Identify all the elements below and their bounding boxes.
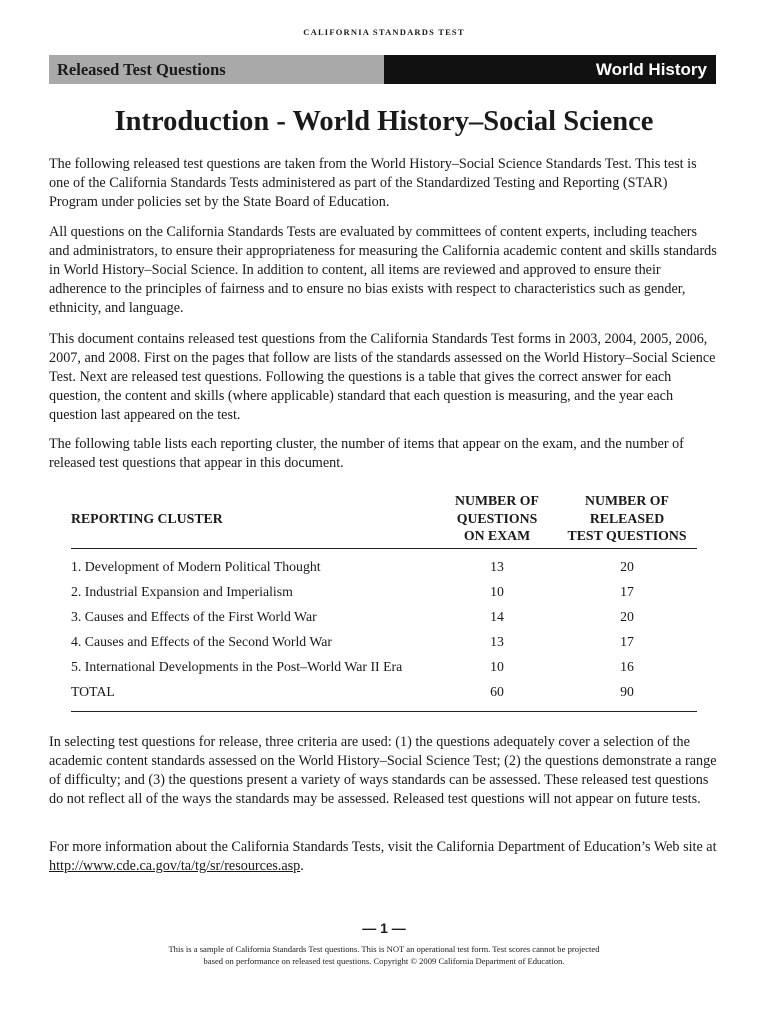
header-released-line-3: TEST QUESTIONS bbox=[567, 528, 687, 543]
header-questions-line-1: NUMBER OF bbox=[455, 493, 539, 508]
reporting-cluster-table bbox=[71, 492, 697, 712]
more-info-end: . bbox=[300, 858, 304, 874]
table-row bbox=[71, 630, 697, 655]
selection-criteria-paragraph: In selecting test questions for release, three criteria are used: (1) the questions adequately cover a selection of the academic content standards assessed on the World History–Social Science Test; (2) the questions demonstrate a range of difficulty; and (3) the questions present a variety of ways standards can be assessed. These released test questions do not reflect all of the ways the standards may be assessed. Released test questions will not appear on future tests. bbox=[49, 734, 717, 807]
header-released-line-1: NUMBER OF bbox=[585, 493, 669, 508]
banner-subject: World History bbox=[384, 55, 716, 84]
questions-on-exam: 13 bbox=[490, 559, 504, 574]
more-info-paragraph bbox=[49, 838, 719, 876]
questions-on-exam: 14 bbox=[490, 609, 504, 624]
total-released-questions: 90 bbox=[557, 680, 697, 712]
intro-paragraph-2: All questions on the California Standards Tests are evaluated by committees of content experts, including teachers and administrators, to ensure their appropriateness for measuring the California academic content and skills standards in World History–Social Science. In addition to content, all items are reviewed and approved to ensure their adherence to the principles of fairness and to ensure no bias exists with respect to characteristics such as gender, ethnicity, and language. bbox=[49, 224, 717, 316]
released-questions: 17 bbox=[620, 584, 634, 599]
table-row bbox=[71, 655, 697, 680]
intro-paragraph-1: The following released test questions are taken from the World History–Social Science Standards Test. This test is one of the California Standards Tests administered as part of the Standardized Testing and Reporting (STAR) Program under policies set by the State Board of Education. bbox=[49, 156, 697, 210]
released-questions: 20 bbox=[620, 559, 634, 574]
cluster-name: 2. Industrial Expansion and Imperialism bbox=[71, 584, 293, 599]
running-header: CALIFORNIA STANDARDS TEST bbox=[303, 27, 465, 37]
cde-resources-link[interactable]: http://www.cde.ca.gov/ta/tg/sr/resources.asp bbox=[49, 858, 301, 874]
cluster-name: 1. Development of Modern Political Thought bbox=[71, 559, 321, 574]
footer-line-1: This is a sample of California Standards Test questions. This is NOT an operational test form. Test scores cannot be projected bbox=[168, 944, 600, 954]
table-row bbox=[71, 580, 697, 605]
header-released-line-2: RELEASED bbox=[589, 510, 665, 526]
released-questions: 16 bbox=[620, 659, 634, 674]
page-title: Introduction - World History–Social Science bbox=[114, 106, 654, 137]
cluster-name: 5. International Developments in the Post–World War II Era bbox=[71, 659, 403, 674]
table-row-total bbox=[71, 680, 697, 712]
released-questions: 17 bbox=[620, 634, 634, 649]
header-questions-line-2: QUESTIONS bbox=[456, 510, 538, 526]
cluster-name: 3. Causes and Effects of the First World War bbox=[71, 609, 317, 624]
questions-on-exam: 13 bbox=[490, 634, 504, 649]
cluster-name: 4. Causes and Effects of the Second World War bbox=[71, 634, 333, 649]
questions-on-exam: 10 bbox=[490, 584, 504, 599]
footer-copyright bbox=[0, 944, 768, 967]
banner-released-test-questions: Released Test Questions bbox=[49, 55, 384, 84]
total-questions-on-exam: 60 bbox=[437, 680, 557, 712]
intro-paragraph-4: The following table lists each reporting cluster, the number of items that appear on the exam, and the number of released test questions that appear in this document. bbox=[49, 436, 684, 471]
questions-on-exam: 10 bbox=[490, 659, 504, 674]
intro-paragraph-3: This document contains released test questions from the California Standards Test forms in 2003, 2004, 2005, 2006, 2007, and 2008. First on the pages that follow are lists of the standards assessed on the World History–Social Science Test. Next are released test questions. Following the questions is a table that gives the correct answer for each question, the content and skills (where applicable) standard that each question is measuring, and the year each question last appeared on the test. bbox=[49, 331, 716, 423]
table-row bbox=[71, 548, 697, 580]
table-row bbox=[71, 605, 697, 630]
header-questions-on-exam bbox=[437, 492, 557, 548]
page-number: — 1 — bbox=[362, 920, 406, 936]
header-questions-line-3: ON EXAM bbox=[463, 528, 531, 543]
section-banner bbox=[49, 55, 716, 84]
footer-line-2: based on performance on released test questions. Copyright © 2009 California Department of Education. bbox=[203, 955, 565, 966]
table-header-row bbox=[71, 492, 697, 548]
more-info-text: For more information about the California Standards Tests, visit the California Department of Education’s Web site at bbox=[49, 839, 717, 855]
header-reporting-cluster: REPORTING CLUSTER bbox=[71, 492, 437, 548]
total-label: TOTAL bbox=[71, 680, 437, 712]
header-released-questions bbox=[557, 492, 697, 548]
released-questions: 20 bbox=[620, 609, 634, 624]
